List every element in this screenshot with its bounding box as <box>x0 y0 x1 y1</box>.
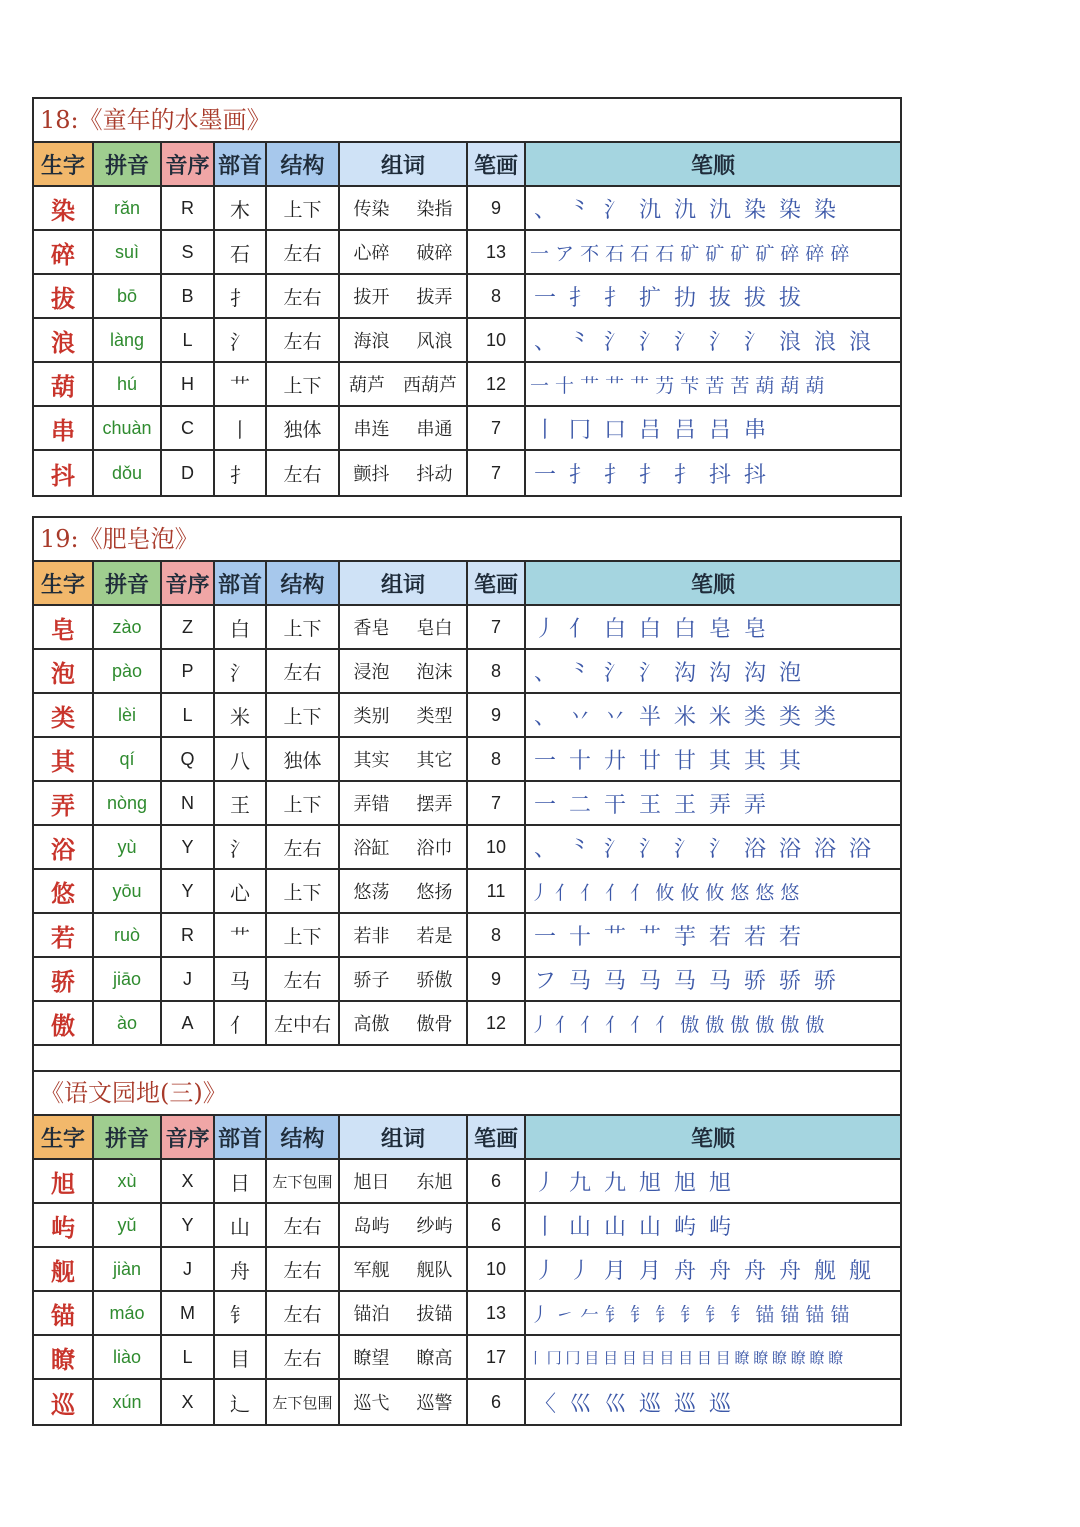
table-row <box>34 738 900 782</box>
pinyin-cell: máo <box>94 1292 162 1334</box>
char-cell: 皂 <box>34 606 94 648</box>
word: 瞭望 <box>353 1348 390 1369</box>
word: 军舰 <box>353 1260 390 1281</box>
stroke-order-cell: 一 十 艹 艹 艹 芀 芐 苦 苦 葫 葫 葫 <box>530 374 825 397</box>
words-cell <box>340 1160 468 1202</box>
char-cell: 舰 <box>34 1248 94 1290</box>
structure-cell: 左下包围 <box>267 1380 340 1424</box>
strokes-cell: 10 <box>468 826 526 868</box>
radical-cell: 钅 <box>215 1292 267 1334</box>
table-row <box>34 650 900 694</box>
words-cell <box>340 275 468 317</box>
word: 浴巾 <box>416 838 453 859</box>
header-pinyin: 拼音 <box>94 562 162 604</box>
radical-cell: 氵 <box>215 319 267 361</box>
radical-cell: 氵 <box>215 826 267 868</box>
structure-cell: 左右 <box>267 451 340 495</box>
table-row <box>34 1292 900 1336</box>
word: 东旭 <box>416 1172 453 1193</box>
structure-cell: 左右 <box>267 319 340 361</box>
header-seq: 音序 <box>162 1116 215 1158</box>
char-cell: 葫 <box>34 363 94 405</box>
pinyin-cell: ào <box>94 1002 162 1044</box>
pinyin-cell: làng <box>94 319 162 361</box>
seq-cell: J <box>162 958 215 1000</box>
structure-cell: 左下包围 <box>267 1160 340 1202</box>
structure-cell: 左右 <box>267 958 340 1000</box>
stroke-order-cell: 、 丷 丷 半 米 米 类 类 类 <box>534 704 839 730</box>
header-radical: 部首 <box>215 1116 267 1158</box>
strokes-cell: 9 <box>468 694 526 736</box>
radical-cell: 扌 <box>215 451 267 495</box>
table-row <box>34 1002 900 1046</box>
seq-cell: S <box>162 231 215 273</box>
radical-cell: 日 <box>215 1160 267 1202</box>
word: 旭日 <box>353 1172 390 1193</box>
seq-cell: A <box>162 1002 215 1044</box>
char-cell: 浪 <box>34 319 94 361</box>
stroke-order-cell: 丿 九 九 旭 旭 旭 <box>534 1170 734 1196</box>
pinyin-cell: zào <box>94 606 162 648</box>
word: 悠扬 <box>416 882 453 903</box>
word: 颤抖 <box>353 464 390 485</box>
section-title: 《语文园地(三)》 <box>34 1072 900 1116</box>
word: 抖动 <box>416 464 453 485</box>
pinyin-cell: lèi <box>94 694 162 736</box>
table-row <box>34 451 900 495</box>
stroke-order-cell: 丿 亻 亻 亻 亻 攸 攸 攸 悠 悠 悠 <box>530 881 800 904</box>
word: 锚泊 <box>353 1304 390 1325</box>
char-cell: 浴 <box>34 826 94 868</box>
pinyin-cell: nòng <box>94 782 162 824</box>
pinyin-cell: yǔ <box>94 1204 162 1246</box>
word: 其实 <box>353 750 390 771</box>
word: 悠荡 <box>353 882 390 903</box>
seq-cell: Z <box>162 606 215 648</box>
seq-cell: X <box>162 1160 215 1202</box>
header-order: 笔顺 <box>526 143 900 185</box>
stroke-order-cell: 、 ⺀ 氵 氿 氿 氿 染 染 染 <box>534 197 839 223</box>
word: 泡沫 <box>416 662 453 683</box>
lesson-19-table <box>32 516 902 1426</box>
radical-cell: 马 <box>215 958 267 1000</box>
char-cell: 傲 <box>34 1002 94 1044</box>
header-structure: 结构 <box>267 562 340 604</box>
radical-cell: 米 <box>215 694 267 736</box>
table-row <box>34 319 900 363</box>
word: 破碎 <box>416 243 453 264</box>
seq-cell: L <box>162 1336 215 1378</box>
word: 舰队 <box>416 1260 453 1281</box>
word: 骄子 <box>353 970 390 991</box>
words-cell <box>340 1002 468 1044</box>
header-seq: 音序 <box>162 143 215 185</box>
strokes-cell: 7 <box>468 782 526 824</box>
pinyin-cell: jiāo <box>94 958 162 1000</box>
strokes-cell: 6 <box>468 1160 526 1202</box>
char-cell: 其 <box>34 738 94 780</box>
words-cell <box>340 451 468 495</box>
radical-cell: 石 <box>215 231 267 273</box>
lesson-18-table <box>32 97 902 497</box>
strokes-cell: 8 <box>468 650 526 692</box>
radical-cell: 艹 <box>215 363 267 405</box>
words-cell <box>340 363 468 405</box>
column-header-row <box>34 1116 900 1160</box>
table-row <box>34 782 900 826</box>
pinyin-cell: yù <box>94 826 162 868</box>
radical-cell: 木 <box>215 187 267 229</box>
word: 若是 <box>416 926 453 947</box>
table-row <box>34 1204 900 1248</box>
structure-cell: 左右 <box>267 231 340 273</box>
pinyin-cell: hú <box>94 363 162 405</box>
stroke-order-cell: 、 ⺀ 氵 氵 沟 沟 沟 泡 <box>534 660 804 686</box>
char-cell: 瞭 <box>34 1336 94 1378</box>
char-cell: 旭 <box>34 1160 94 1202</box>
word: 拔开 <box>353 287 390 308</box>
header-strokes: 笔画 <box>468 562 526 604</box>
word: 若非 <box>353 926 390 947</box>
section-title: 19:《肥皂泡》 <box>34 518 900 562</box>
structure-cell: 左右 <box>267 1248 340 1290</box>
seq-cell: R <box>162 187 215 229</box>
word: 浸泡 <box>353 662 390 683</box>
strokes-cell: 7 <box>468 407 526 449</box>
char-cell: 串 <box>34 407 94 449</box>
char-cell: 巡 <box>34 1380 94 1424</box>
header-strokes: 笔画 <box>468 1116 526 1158</box>
strokes-cell: 8 <box>468 738 526 780</box>
words-cell <box>340 870 468 912</box>
table-row <box>34 231 900 275</box>
strokes-cell: 9 <box>468 187 526 229</box>
structure-cell: 左右 <box>267 1336 340 1378</box>
pinyin-cell: xù <box>94 1160 162 1202</box>
pinyin-cell: jiàn <box>94 1248 162 1290</box>
strokes-cell: 10 <box>468 319 526 361</box>
header-radical: 部首 <box>215 562 267 604</box>
pinyin-cell: rǎn <box>94 187 162 229</box>
char-cell: 悠 <box>34 870 94 912</box>
table-row <box>34 1160 900 1204</box>
stroke-order-cell: 丿 丿 月 月 舟 舟 舟 舟 舰 舰 <box>534 1258 874 1284</box>
stroke-order-cell: フ 马 马 马 马 马 骄 骄 骄 <box>534 968 839 994</box>
words-cell <box>340 650 468 692</box>
structure-cell: 左右 <box>267 1292 340 1334</box>
stroke-order-cell: 丿 亻 亻 亻 亻 亻 傲 傲 傲 傲 傲 傲 <box>530 1013 825 1036</box>
words-cell <box>340 694 468 736</box>
word: 串连 <box>353 419 390 440</box>
seq-cell: C <box>162 407 215 449</box>
word: 骄傲 <box>416 970 453 991</box>
word: 巡弋 <box>353 1393 390 1414</box>
radical-cell: 心 <box>215 870 267 912</box>
strokes-cell: 6 <box>468 1204 526 1246</box>
structure-cell: 上下 <box>267 363 340 405</box>
word: 拔弄 <box>416 287 453 308</box>
words-cell <box>340 738 468 780</box>
char-cell: 若 <box>34 914 94 956</box>
strokes-cell: 9 <box>468 958 526 1000</box>
radical-cell: 白 <box>215 606 267 648</box>
word: 瞭高 <box>416 1348 453 1369</box>
seq-cell: Y <box>162 870 215 912</box>
strokes-cell: 13 <box>468 231 526 273</box>
word: 皂白 <box>416 618 453 639</box>
table-row <box>34 187 900 231</box>
words-cell <box>340 319 468 361</box>
char-cell: 类 <box>34 694 94 736</box>
table-row <box>34 694 900 738</box>
words-cell <box>340 187 468 229</box>
strokes-cell: 6 <box>468 1380 526 1424</box>
radical-cell: 八 <box>215 738 267 780</box>
header-words: 组词 <box>340 562 468 604</box>
column-header-row <box>34 143 900 187</box>
section-title: 18:《童年的水墨画》 <box>34 99 900 143</box>
word: 高傲 <box>353 1014 390 1035</box>
word: 串通 <box>416 419 453 440</box>
words-cell <box>340 782 468 824</box>
table-row <box>34 914 900 958</box>
seq-cell: L <box>162 319 215 361</box>
header-structure: 结构 <box>267 143 340 185</box>
strokes-cell: 8 <box>468 914 526 956</box>
char-cell: 拔 <box>34 275 94 317</box>
strokes-cell: 12 <box>468 1002 526 1044</box>
table-row <box>34 1248 900 1292</box>
word: 西葫芦 <box>403 375 457 396</box>
stroke-order-cell: 一 十 艹 艹 芋 若 若 若 <box>534 924 804 950</box>
words-cell <box>340 1336 468 1378</box>
column-header-row <box>34 562 900 606</box>
radical-cell: 亻 <box>215 1002 267 1044</box>
word: 巡警 <box>416 1393 453 1414</box>
words-cell <box>340 1248 468 1290</box>
structure-cell: 左右 <box>267 1204 340 1246</box>
header-pinyin: 拼音 <box>94 143 162 185</box>
table-row <box>34 958 900 1002</box>
pinyin-cell: qí <box>94 738 162 780</box>
seq-cell: H <box>162 363 215 405</box>
words-cell <box>340 958 468 1000</box>
char-cell: 泡 <box>34 650 94 692</box>
seq-cell: Y <box>162 826 215 868</box>
radical-cell: 山 <box>215 1204 267 1246</box>
char-cell: 屿 <box>34 1204 94 1246</box>
word: 海浪 <box>353 331 390 352</box>
word: 傲骨 <box>416 1014 453 1035</box>
words-cell <box>340 1292 468 1334</box>
table-row <box>34 870 900 914</box>
strokes-cell: 7 <box>468 606 526 648</box>
strokes-cell: 11 <box>468 870 526 912</box>
structure-cell: 左中右 <box>267 1002 340 1044</box>
words-cell <box>340 826 468 868</box>
words-cell <box>340 606 468 648</box>
word: 岛屿 <box>353 1216 390 1237</box>
structure-cell: 独体 <box>267 407 340 449</box>
radical-cell: 艹 <box>215 914 267 956</box>
words-cell <box>340 1204 468 1246</box>
structure-cell: 独体 <box>267 738 340 780</box>
stroke-order-cell: 一 扌 扌 扌 扌 抖 抖 <box>534 462 769 488</box>
pinyin-cell: ruò <box>94 914 162 956</box>
stroke-order-cell: 一 ア 不 石 石 石 矿 矿 矿 矿 碎 碎 碎 <box>530 242 850 265</box>
stroke-order-cell: 〈 巛 巛 巡 巡 巡 <box>534 1391 734 1417</box>
stroke-order-cell: 一 十 廾 廿 甘 其 其 其 <box>534 748 804 774</box>
word: 类型 <box>416 706 453 727</box>
header-strokes: 笔画 <box>468 143 526 185</box>
structure-cell: 上下 <box>267 914 340 956</box>
seq-cell: N <box>162 782 215 824</box>
word: 拔锚 <box>416 1304 453 1325</box>
strokes-cell: 12 <box>468 363 526 405</box>
seq-cell: L <box>162 694 215 736</box>
strokes-cell: 17 <box>468 1336 526 1378</box>
pinyin-cell: dǒu <box>94 451 162 495</box>
seq-cell: M <box>162 1292 215 1334</box>
radical-cell: 扌 <box>215 275 267 317</box>
header-order: 笔顺 <box>526 562 900 604</box>
radical-cell: 氵 <box>215 650 267 692</box>
header-words: 组词 <box>340 143 468 185</box>
word: 葫芦 <box>349 375 385 396</box>
seq-cell: J <box>162 1248 215 1290</box>
word: 染指 <box>416 199 453 220</box>
stroke-order-cell: 丿 亻 白 白 白 皂 皂 <box>534 616 769 642</box>
table-row <box>34 1336 900 1380</box>
seq-cell: D <box>162 451 215 495</box>
structure-cell: 左右 <box>267 275 340 317</box>
header-pinyin: 拼音 <box>94 1116 162 1158</box>
strokes-cell: 13 <box>468 1292 526 1334</box>
spacer-row <box>34 1046 900 1072</box>
pinyin-cell: suì <box>94 231 162 273</box>
word: 摆弄 <box>416 794 453 815</box>
pinyin-cell: bō <box>94 275 162 317</box>
word: 纱屿 <box>416 1216 453 1237</box>
pinyin-cell: xún <box>94 1380 162 1424</box>
words-cell <box>340 914 468 956</box>
word: 类别 <box>353 706 390 727</box>
radical-cell: 辶 <box>215 1380 267 1424</box>
structure-cell: 左右 <box>267 650 340 692</box>
table-row <box>34 363 900 407</box>
table-row <box>34 407 900 451</box>
pinyin-cell: chuàn <box>94 407 162 449</box>
radical-cell: 舟 <box>215 1248 267 1290</box>
word: 心碎 <box>353 243 390 264</box>
pinyin-cell: pào <box>94 650 162 692</box>
table-row <box>34 275 900 319</box>
char-cell: 弄 <box>34 782 94 824</box>
radical-cell: 目 <box>215 1336 267 1378</box>
table-row <box>34 1380 900 1424</box>
seq-cell: P <box>162 650 215 692</box>
radical-cell: 王 <box>215 782 267 824</box>
strokes-cell: 8 <box>468 275 526 317</box>
stroke-order-cell: 、 ⺀ 氵 氵 氵 氵 浴 浴 浴 浴 <box>534 836 874 862</box>
words-cell <box>340 231 468 273</box>
header-seq: 音序 <box>162 562 215 604</box>
seq-cell: Q <box>162 738 215 780</box>
stroke-order-cell: 、 ⺀ 氵 氵 氵 氵 氵 浪 浪 浪 <box>534 329 874 355</box>
header-structure: 结构 <box>267 1116 340 1158</box>
word: 其它 <box>416 750 453 771</box>
structure-cell: 上下 <box>267 694 340 736</box>
word: 浴缸 <box>353 838 390 859</box>
char-cell: 骄 <box>34 958 94 1000</box>
header-order: 笔顺 <box>526 1116 900 1158</box>
table-row <box>34 826 900 870</box>
structure-cell: 上下 <box>267 187 340 229</box>
header-char: 生字 <box>34 562 94 604</box>
header-char: 生字 <box>34 1116 94 1158</box>
header-radical: 部首 <box>215 143 267 185</box>
structure-cell: 上下 <box>267 782 340 824</box>
char-cell: 染 <box>34 187 94 229</box>
seq-cell: B <box>162 275 215 317</box>
word: 传染 <box>353 199 390 220</box>
stroke-order-cell: 一 二 干 王 王 弄 弄 <box>534 792 769 818</box>
char-cell: 抖 <box>34 451 94 495</box>
structure-cell: 上下 <box>267 606 340 648</box>
words-cell <box>340 1380 468 1424</box>
header-char: 生字 <box>34 143 94 185</box>
seq-cell: Y <box>162 1204 215 1246</box>
word: 香皂 <box>353 618 390 639</box>
seq-cell: X <box>162 1380 215 1424</box>
char-cell: 碎 <box>34 231 94 273</box>
seq-cell: R <box>162 914 215 956</box>
stroke-order-cell: 一 扌 扌 扩 扐 抜 拔 拔 <box>534 285 804 311</box>
words-cell <box>340 407 468 449</box>
structure-cell: 左右 <box>267 826 340 868</box>
strokes-cell: 10 <box>468 1248 526 1290</box>
pinyin-cell: yōu <box>94 870 162 912</box>
table-row <box>34 606 900 650</box>
stroke-order-cell: 丨 冂 冂 目 目 目 目 目 目 目 目 瞭 瞭 瞭 瞭 瞭 瞭 <box>528 1348 843 1367</box>
word: 弄错 <box>353 794 390 815</box>
structure-cell: 上下 <box>267 870 340 912</box>
word: 风浪 <box>416 331 453 352</box>
stroke-order-cell: 丨 山 山 山 屿 屿 <box>534 1214 734 1240</box>
radical-cell: 丨 <box>215 407 267 449</box>
stroke-order-cell: 丨 冂 口 吕 吕 吕 串 <box>534 417 769 443</box>
strokes-cell: 7 <box>468 451 526 495</box>
header-words: 组词 <box>340 1116 468 1158</box>
pinyin-cell: liào <box>94 1336 162 1378</box>
char-cell: 锚 <box>34 1292 94 1334</box>
stroke-order-cell: 丿 ㇀ 𠂉 钅 钅 钅 钅 钅 钅 锚 锚 锚 锚 <box>530 1303 850 1326</box>
